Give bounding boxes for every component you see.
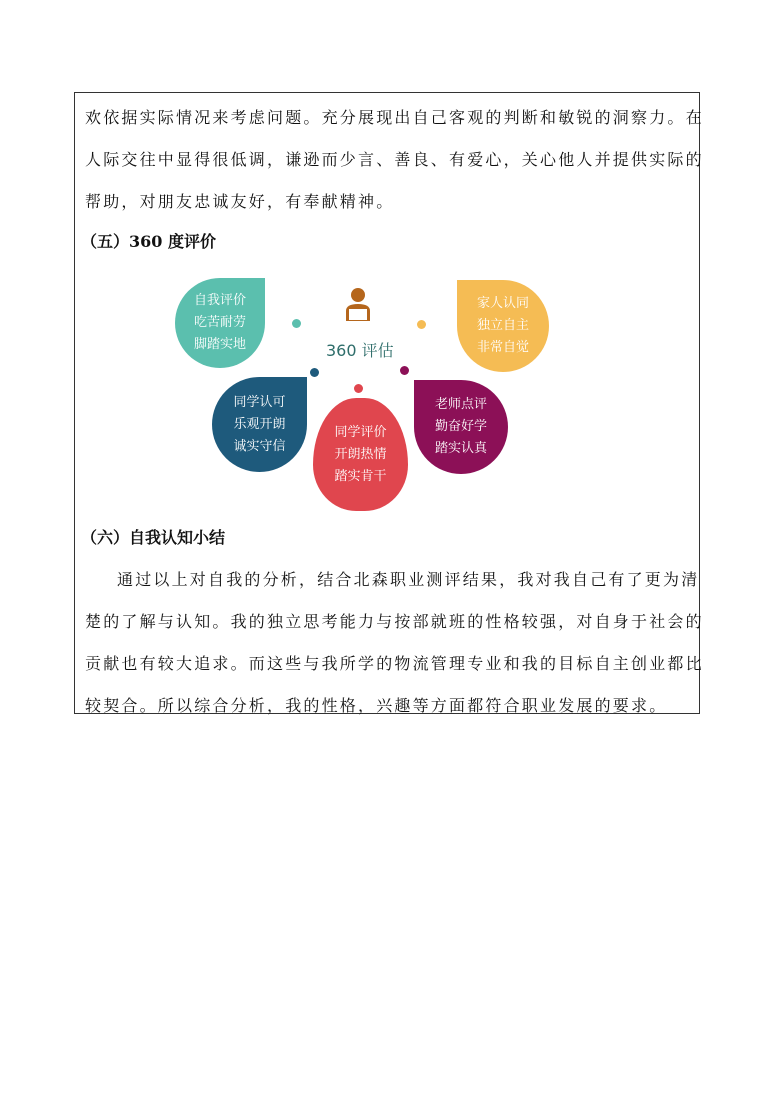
icon-head [351,288,365,302]
summary-line-3: 贡献也有较大追求。而这些与我所学的物流管理专业和我的目标自主创业都比 [85,654,704,673]
bubble-classmate-approval-line-3: 诚实守信 [233,438,286,454]
bubble-family-line-2: 独立自主 [476,318,529,333]
bubble-self-line-3: 脚踏实地 [193,337,246,352]
bubble-self-line-1: 自我评价 [193,293,246,308]
bubble-family-evaluation [457,280,549,372]
icon-laptop [349,309,367,320]
center-label: 360 评估 [326,341,394,360]
dot-teacher [400,366,409,375]
bubble-family-line-3: 非常自觉 [476,340,529,355]
content-frame [74,92,704,715]
section6-title: （六）自我认知小结 [81,528,226,547]
dot-self [292,319,301,328]
person-at-laptop-icon [343,287,373,323]
bubble-classmate-evaluation [313,398,408,511]
bubble-teacher-line-2: 勤奋好学 [434,419,487,434]
dot-classmate-approval [310,368,319,377]
summary-line-2: 楚的了解与认知。我的独立思考能力与按部就班的性格较强，对自身于社会的 [85,612,704,631]
bubble-self-line-2: 吃苦耐劳 [193,315,246,330]
bubble-classmate-approval-line-2: 乐观开朗 [233,416,286,432]
dot-classmate-evaluation [354,384,363,393]
intro-line-1: 欢依据实际情况来考虑问题。充分展现出自己客观的判断和敏锐的洞察力。在 [85,108,704,127]
summary-line-4: 较契合。所以综合分析，我的性格，兴趣等方面都符合职业发展的要求。 [85,696,668,715]
bubble-classmate-evaluation-line-3: 踏实肯干 [334,468,387,484]
bubble-classmate-approval-line-1: 同学认可 [233,394,286,410]
bubble-classmate-approval [212,377,307,472]
summary-line-1: 通过以上对自我的分析，结合北森职业测评结果，我对我自己有了更为清 [117,570,700,589]
bubble-classmate-evaluation-line-1: 同学评价 [334,424,387,440]
bubble-teacher-evaluation [414,380,508,474]
intro-line-3: 帮助，对朋友忠诚友好，有奉献精神。 [85,192,395,211]
section5-title: （五）360 度评价 [81,232,216,251]
bubble-teacher-line-1: 老师点评 [434,397,487,412]
bubble-family-line-1: 家人认同 [476,296,529,311]
bubble-teacher-line-3: 踏实认真 [434,441,487,456]
bubble-self-evaluation [175,278,265,368]
dot-family [417,320,426,329]
bubble-classmate-evaluation-line-2: 开朗热情 [334,446,387,462]
intro-line-2: 人际交往中显得很低调，谦逊而少言、善良、有爱心，关心他人并提供实际的 [85,150,704,169]
